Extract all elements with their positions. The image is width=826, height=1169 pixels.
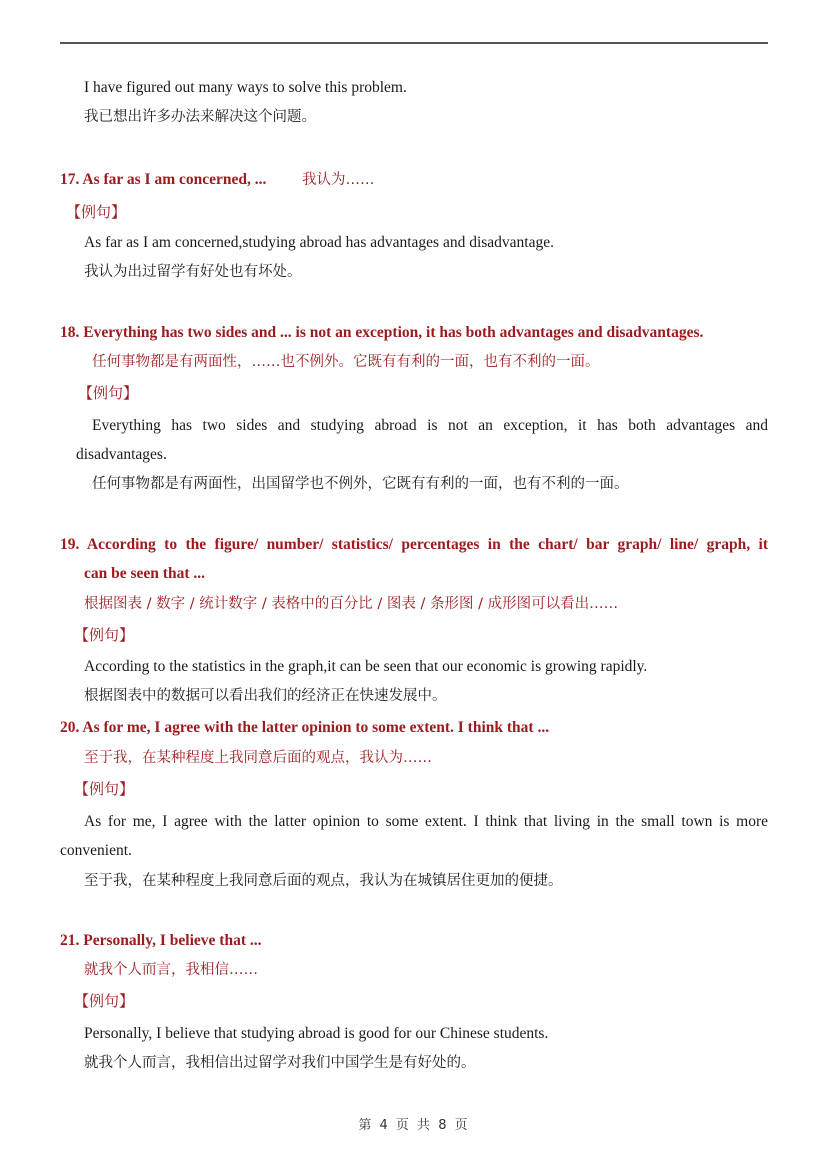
- example-zh: 根据图表中的数据可以看出我们的经济正在快速发展中。: [84, 688, 447, 704]
- phrase-heading-zh: 至于我，在某种程度上我同意后面的观点，我认为……: [84, 750, 432, 766]
- example-en: Everything has two sides and studying abroad is not an exception, it has both advantages and: [92, 417, 768, 434]
- phrase-heading-zh: 根据图表 / 数字 / 统计数字 / 表格中的百分比 / 图表 / 条形图 / 成形图可以看出……: [84, 596, 619, 612]
- phrase-heading-zh: 任何事物都是有两面性，……也不例外。它既有有利的一面，也有不利的一面。: [92, 354, 600, 370]
- example-en: Personally, I believe that studying abroad is good for our Chinese students.: [84, 1025, 549, 1042]
- example-en: As for me, I agree with the latter opinion to some extent. I think that living in the small town is more: [84, 813, 768, 830]
- example-tag: 【例句】: [66, 203, 127, 221]
- phrase-heading-en: 20. As for me, I agree with the latter opinion to some extent. I think that ...: [60, 719, 550, 736]
- example-en: According to the statistics in the graph,it can be seen that our economic is growing rapidly.: [84, 658, 648, 675]
- example-en: As far as I am concerned,studying abroad has advantages and disadvantage.: [84, 234, 554, 251]
- example-tag: 【例句】: [78, 384, 139, 402]
- phrase-heading-en: 21. Personally, I believe that ...: [60, 932, 262, 949]
- header-rule: [60, 42, 768, 44]
- example-en: I have figured out many ways to solve this problem.: [84, 79, 407, 96]
- phrase-heading-en: 19. According to the figure/ number/ statistics/ percentages in the chart/ bar graph/ line/ graph, it: [60, 536, 768, 553]
- page-number: 第 4 页 共 8 页: [358, 1118, 468, 1133]
- example-en-cont: convenient.: [60, 842, 132, 859]
- example-tag: 【例句】: [74, 992, 135, 1010]
- example-zh: 就我个人而言，我相信出过留学对我们中国学生是有好处的。: [84, 1055, 476, 1071]
- phrase-heading-en: 18. Everything has two sides and ... is not an exception, it has both advantages and disadvantages.: [60, 324, 704, 341]
- phrase-heading-zh: 我认为……: [302, 172, 375, 188]
- example-tag: 【例句】: [74, 780, 135, 798]
- example-tag: 【例句】: [74, 626, 135, 644]
- phrase-heading-en: 17. As far as I am concerned, ...: [60, 171, 267, 188]
- example-zh: 我认为出过留学有好处也有坏处。: [84, 264, 302, 280]
- example-zh: 我已想出许多办法来解决这个问题。: [84, 109, 316, 125]
- example-zh: 任何事物都是有两面性，出国留学也不例外，它既有有利的一面，也有不利的一面。: [92, 476, 629, 492]
- example-zh: 至于我，在某种程度上我同意后面的观点，我认为在城镇居住更加的便捷。: [84, 873, 563, 889]
- example-en-cont: disadvantages.: [76, 446, 167, 463]
- phrase-heading-zh: 就我个人而言，我相信……: [84, 962, 258, 978]
- phrase-heading-en-cont: can be seen that ...: [84, 565, 205, 582]
